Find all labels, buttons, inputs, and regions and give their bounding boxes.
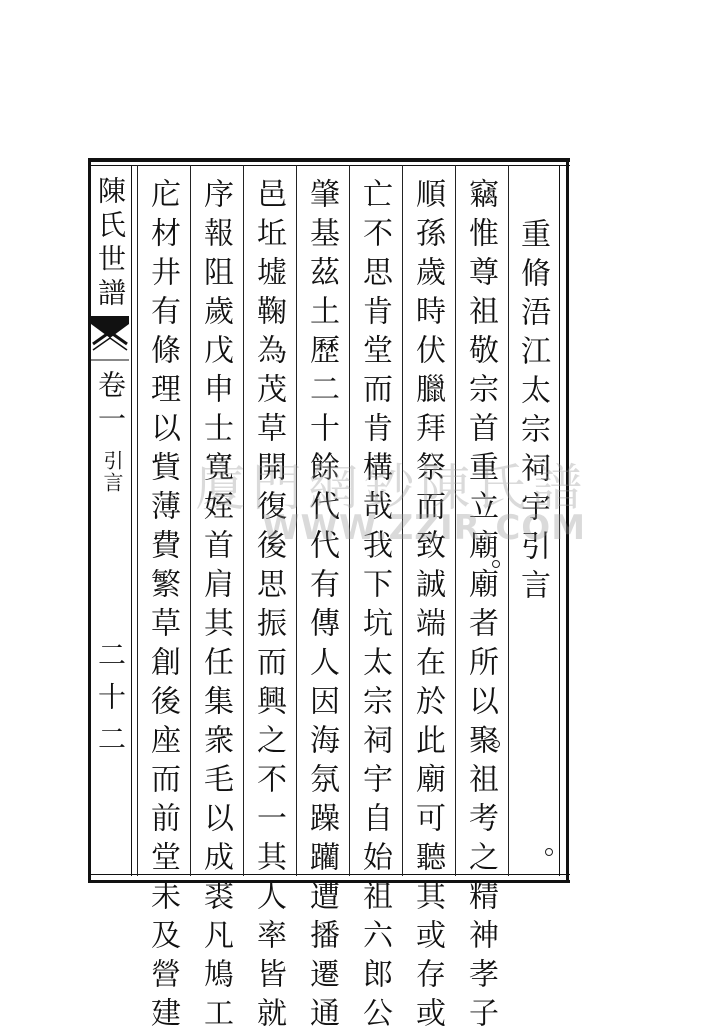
text-column-7: 庀材井有條理以貲薄費繁草創後座而前堂未及營建: [145, 178, 180, 1036]
text-column-6: 序報阻歲戊申士寬姪首肩其任集衆毛以成裘凡鳩工: [198, 178, 233, 1036]
watermark-url: WWW.ZZIR.COM: [262, 508, 587, 548]
text-column-5: 邑坵墟鞠為茂草開復後思振而興之不一其人率皆就: [251, 178, 286, 1036]
punctuation-mark: [492, 560, 500, 568]
book-title: 陳氏世譜: [94, 176, 127, 312]
text-column-3: 亡不思肯堂而肯構哉我下坑太宗祠宇自始祖六郎公: [357, 178, 392, 1036]
frame-left-border: [88, 158, 91, 883]
fishtail-ornament-icon: [90, 314, 130, 362]
text-column-4: 肇基茲土歷二十餘代代有傳人因海氛躁躪遭播遷通: [304, 178, 339, 1036]
column-divider: [243, 165, 244, 876]
column-divider: [137, 165, 138, 876]
punctuation-mark: [492, 740, 500, 748]
column-divider: [190, 165, 191, 876]
watermark-text: 廈門網鈔陳氏譜: [196, 459, 588, 517]
page-number: 二十二: [94, 640, 127, 766]
text-column-2: 順孫歲時伏臘拜祭而致誠端在於此廟可聽其或存或: [410, 178, 445, 1036]
frame-top-inner-border: [88, 165, 570, 166]
volume-label: 卷一: [94, 370, 127, 438]
spine-divider: [131, 165, 132, 876]
text-column-1: 竊惟尊祖敬宗首重立廟廟者所以聚祖考之精神孝子: [463, 178, 498, 1036]
section-label: 引言: [100, 450, 124, 494]
document-title: 重脩浯江太宗祠宇引言: [515, 218, 550, 608]
frame-top-border: [88, 158, 570, 162]
punctuation-mark: [545, 848, 553, 856]
